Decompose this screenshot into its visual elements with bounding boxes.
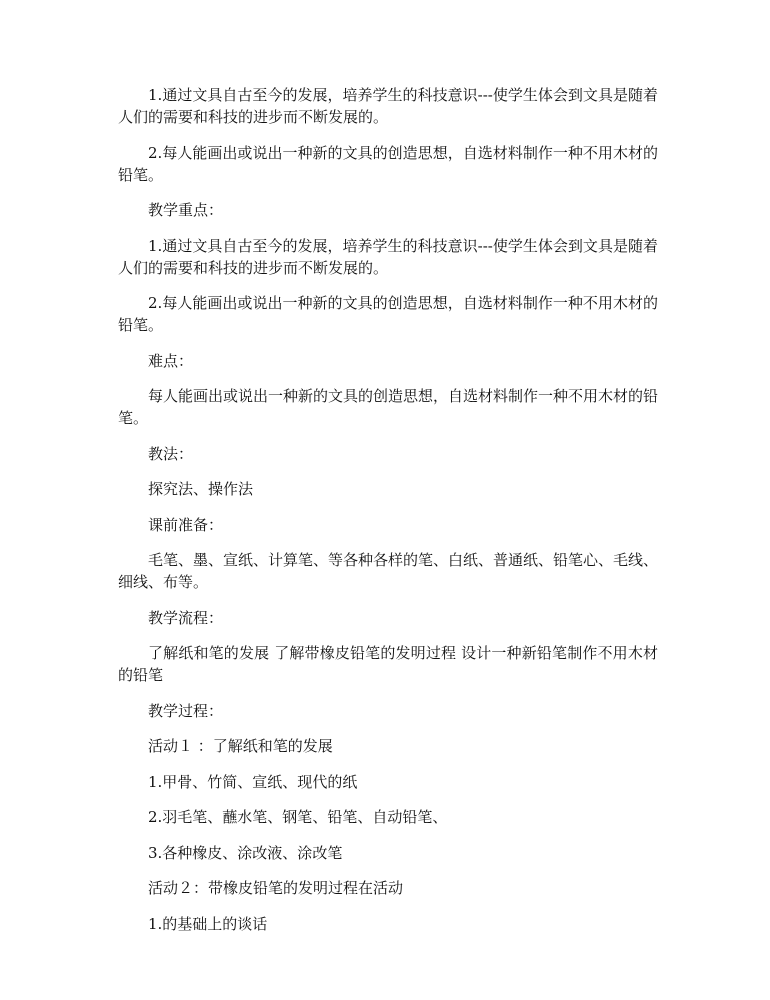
- heading-activity-2: 活动２：带橡皮铅笔的发明过程在活动: [148, 879, 404, 897]
- heading-activity-1: 活动１ ：了解纸和笔的发展: [148, 737, 333, 755]
- paragraph-objective-1: 1.通过文具自古至今的发展，培养学生的科技意识---使学生体会到文具是随着人们的需要和科技的进步而不断发展的。: [118, 86, 658, 126]
- paragraph-difficulty: 每人能画出或说出一种新的文具的创造思想，自选材料制作一种不用木材的铅笔。: [118, 387, 659, 427]
- heading-preparation: 课前准备：: [148, 515, 224, 534]
- heading-teaching-method: 教法：: [148, 444, 194, 463]
- list-item-activity-1-1: 1.甲骨、竹简、宣纸、现代的纸: [148, 772, 358, 791]
- paragraph-teaching-method: 探究法、操作法: [148, 480, 254, 498]
- paragraph-objective-2: 2.每人能画出或说出一种新的文具的创造思想，自选材料制作一种不用木材的铅笔。: [118, 143, 658, 184]
- heading-teaching-flow: 教学流程：: [148, 608, 224, 627]
- heading-difficulty: 难点：: [148, 351, 194, 370]
- paragraph-key-point-1: 1.通过文具自古至今的发展，培养学生的科技意识---使学生体会到文具是随着人们的需要和科技的进步而不断发展的。: [118, 236, 658, 277]
- paragraph-preparation: 毛笔、墨、宣纸、计算笔、等各种各样的笔、白纸、普通纸、铅笔心、毛线、细线、布等。: [118, 551, 659, 591]
- heading-key-points: 教学重点：: [148, 201, 224, 219]
- heading-teaching-process: 教学过程：: [148, 701, 224, 720]
- paragraph-teaching-flow: 了解纸和笔的发展 了解带橡皮铅笔的发明过程 设计一种新铅笔制作不用木材的铅笔: [118, 644, 658, 684]
- list-item-activity-1-3: 3.各种橡皮、涂改液、涂改笔: [148, 843, 343, 862]
- document-page: [118, 84, 658, 948]
- list-item-activity-1-2: 2.羽毛笔、蘸水笔、钢笔、铅笔、自动铅笔、: [148, 808, 448, 826]
- paragraph-key-point-2: 2.每人能画出或说出一种新的文具的创造思想，自选材料制作一种不用木材的铅笔。: [118, 294, 658, 334]
- list-item-activity-2-1: 1.的基础上的谈话: [148, 914, 268, 933]
